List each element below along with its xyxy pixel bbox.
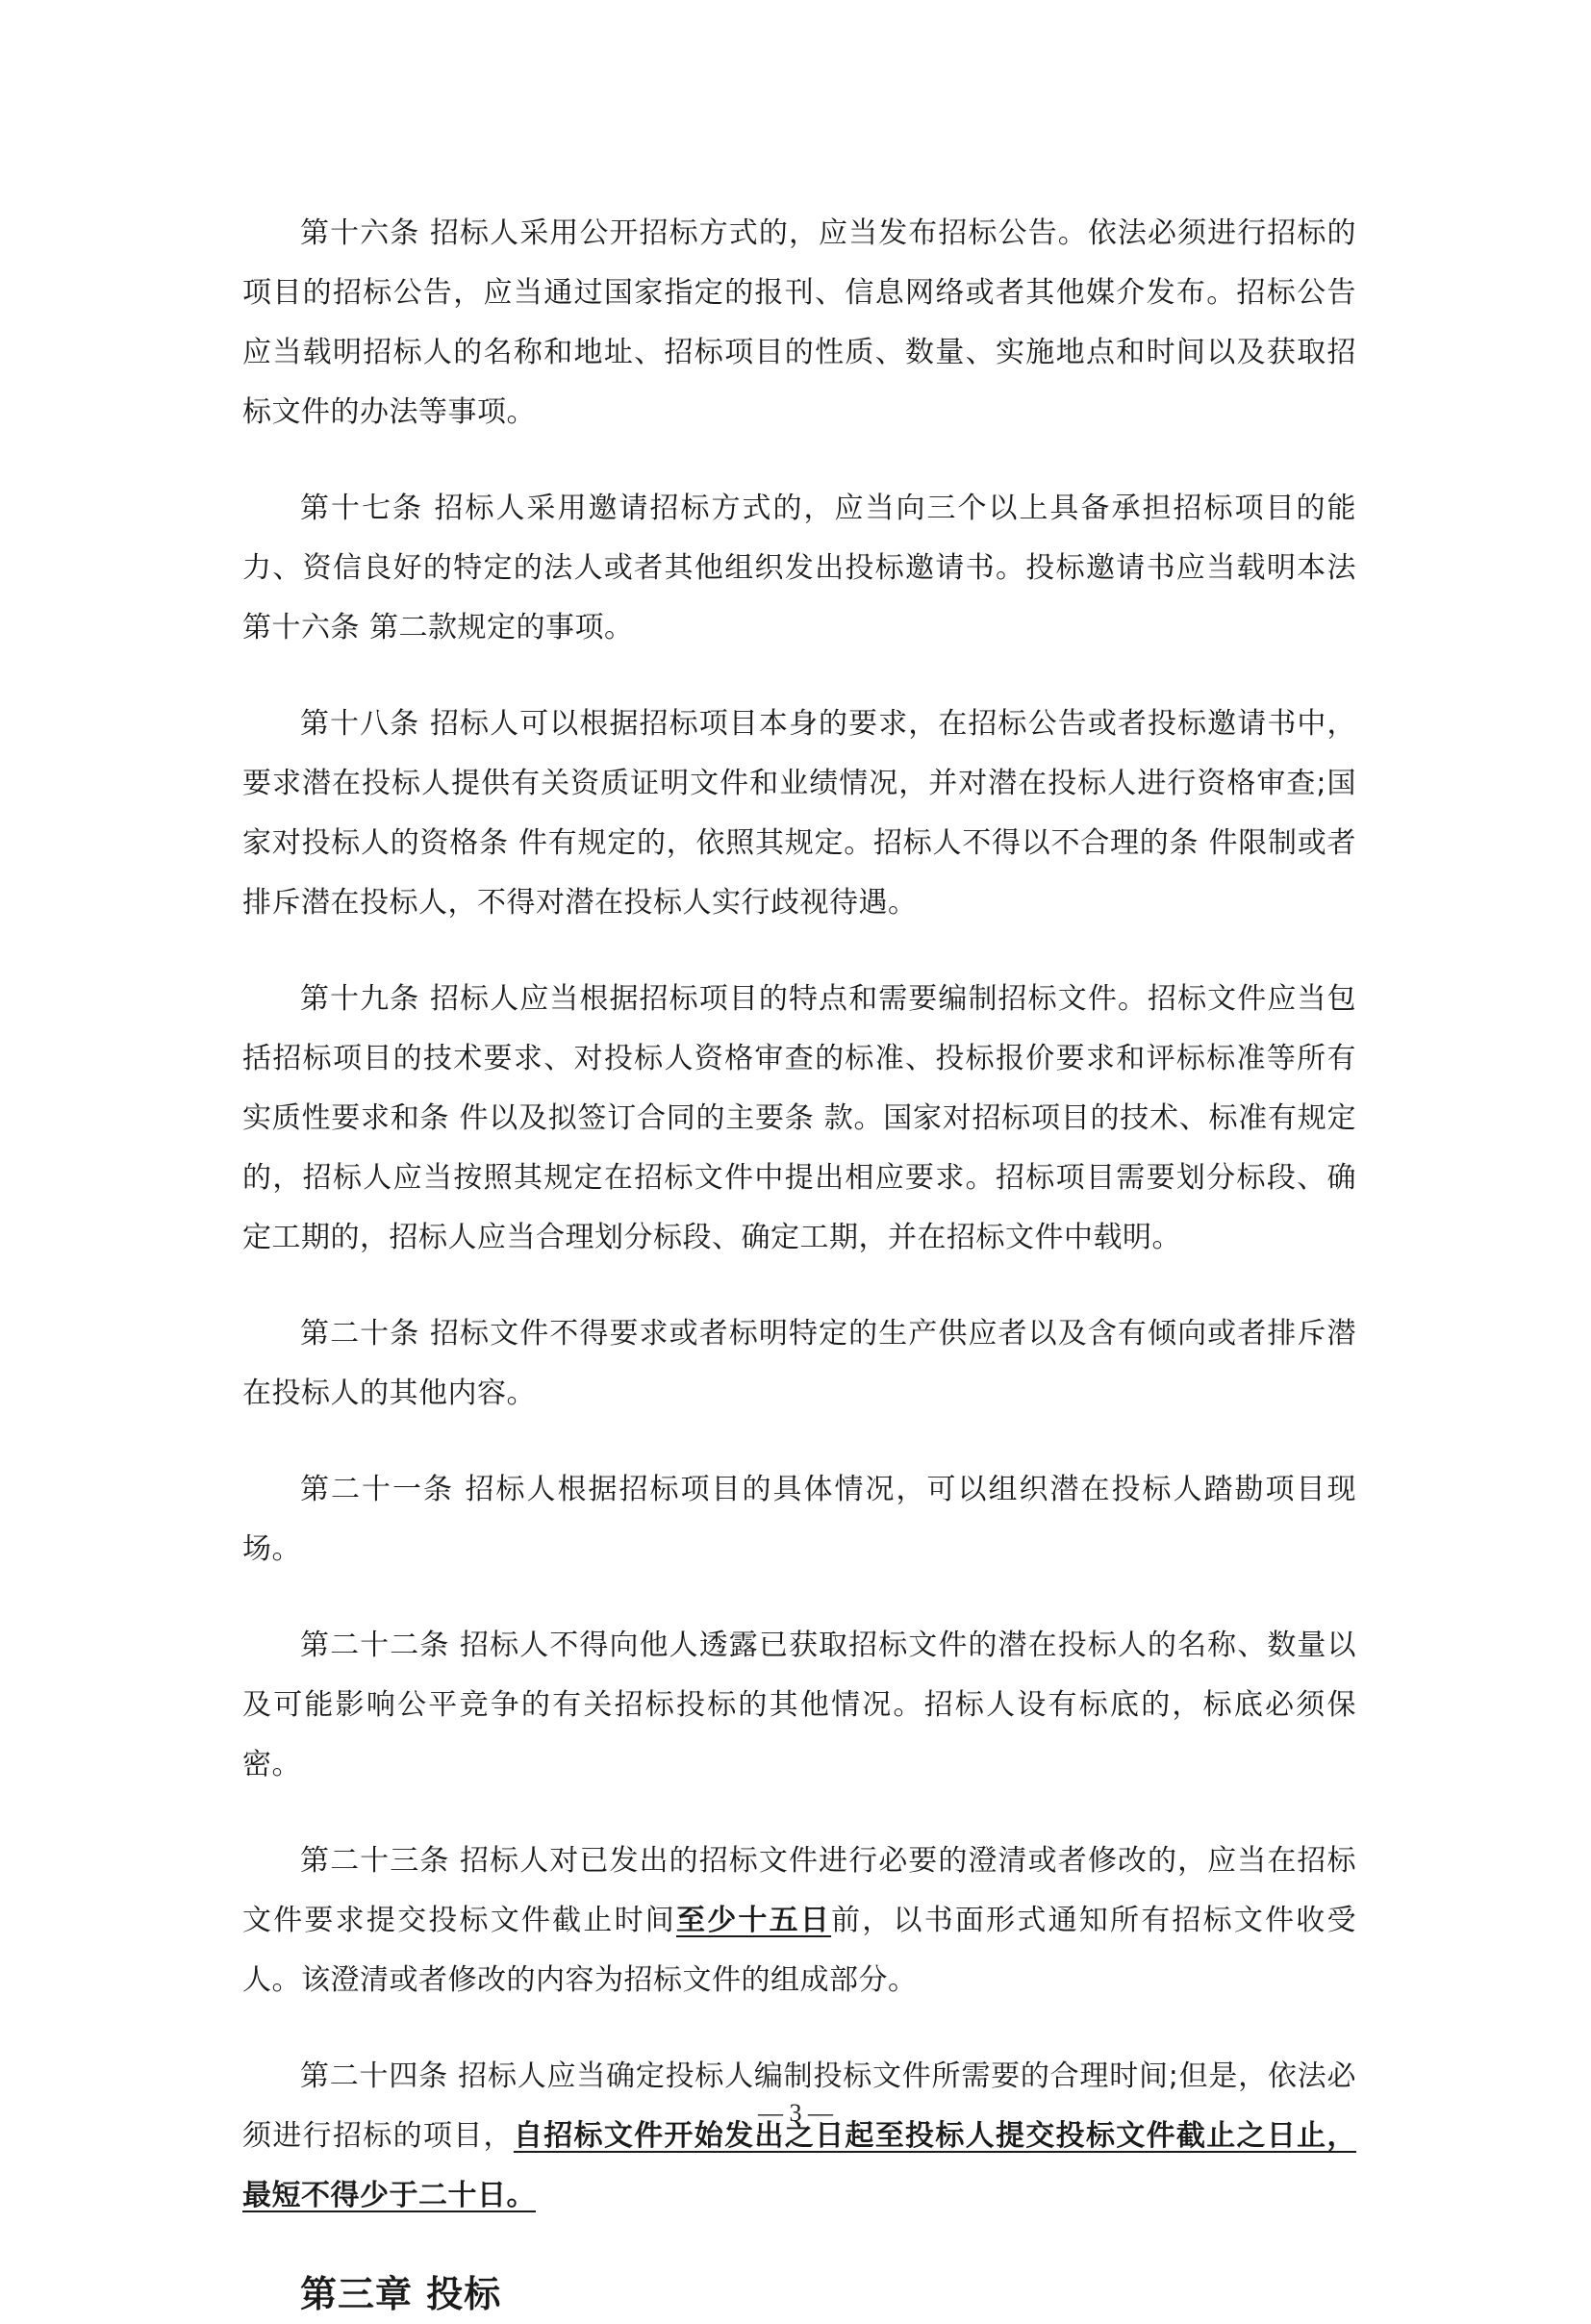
- article-24: [242, 2047, 1356, 2226]
- article-24-emphasis: 自招标文件开始发出之日起至投标人提交投标文件截止之日止，最短不得少于二十日。: [242, 2119, 1356, 2212]
- article-17: 第十七条 招标人采用邀请招标方式的，应当向三个以上具备承担招标项目的能力、资信良好的特定的法人或者其他组织发出投标邀请书。投标邀请书应当载明本法第十六条 第二款规定的事项。: [242, 492, 1356, 644]
- article-23-text-end: 前，以书面形式通知所有招标文件收受人。该澄清或者修改的内容为招标文件的组成部分。: [242, 1904, 1357, 1997]
- page-number: — 3 —: [758, 2099, 833, 2127]
- document-body: [242, 204, 1356, 2324]
- article-23-underlined: 至少十五日: [676, 1904, 832, 1937]
- article-24-text: 第二十四条 招标人应当确定投标人编制投标文件所需要的合理时间;但是，依法必须进行招标的项目，: [242, 2059, 1356, 2153]
- article-23-text: 第二十三条 招标人对已发出的招标文件进行必要的澄清或者修改的，应当在招标文件要求提交投标文件截止时间: [242, 1844, 1356, 1937]
- article-21: 第二十一条 招标人根据招标项目的具体情况，可以组织潜在投标人踏勘项目现场。: [242, 1473, 1356, 1566]
- article-18: 第十八条 招标人可以根据招标项目本身的要求，在招标公告或者投标邀请书中，要求潜在投标人提供有关资质证明文件和业绩情况，并对潜在投标人进行资格审查;国家对投标人的资格条 件有规定的，依照其规定。招标人不得以不合理的条 件限制或者排斥潜在投标人，不得对潜在投标人实行歧视待遇。: [242, 707, 1356, 920]
- article-16: 第十六条 招标人采用公开招标方式的，应当发布招标公告。依法必须进行招标的项目的招标公告，应当通过国家指定的报刊、信息网络或者其他媒介发布。招标公告应当载明招标人的名称和地址、招标项目的性质、数量、实施地点和时间以及获取招标文件的办法等事项。: [242, 216, 1356, 429]
- article-23: [242, 1831, 1356, 2010]
- article-20: 第二十条 招标文件不得要求或者标明特定的生产供应者以及含有倾向或者排斥潜在投标人的其他内容。: [242, 1317, 1356, 1410]
- article-22: 第二十二条 招标人不得向他人透露已获取招标文件的潜在投标人的名称、数量以及可能影响公平竞争的有关招标投标的其他情况。招标人设有标底的，标底必须保密。: [242, 1629, 1356, 1781]
- article-19: 第十九条 招标人应当根据招标项目的特点和需要编制招标文件。招标文件应当包括招标项目的技术要求、对投标人资格审查的标准、投标报价要求和评标标准等所有实质性要求和条 件以及拟签订合同的主要条 款。国家对招标项目的技术、标准有规定的，招标人应当按照其规定在招标文件中提出相应要求。招标项目需要划分标段、确定工期的，招标人应当合理划分标段、确定工期，并在招标文件中载明。: [242, 982, 1356, 1254]
- chapter-heading: 第三章 投标: [300, 2273, 502, 2315]
